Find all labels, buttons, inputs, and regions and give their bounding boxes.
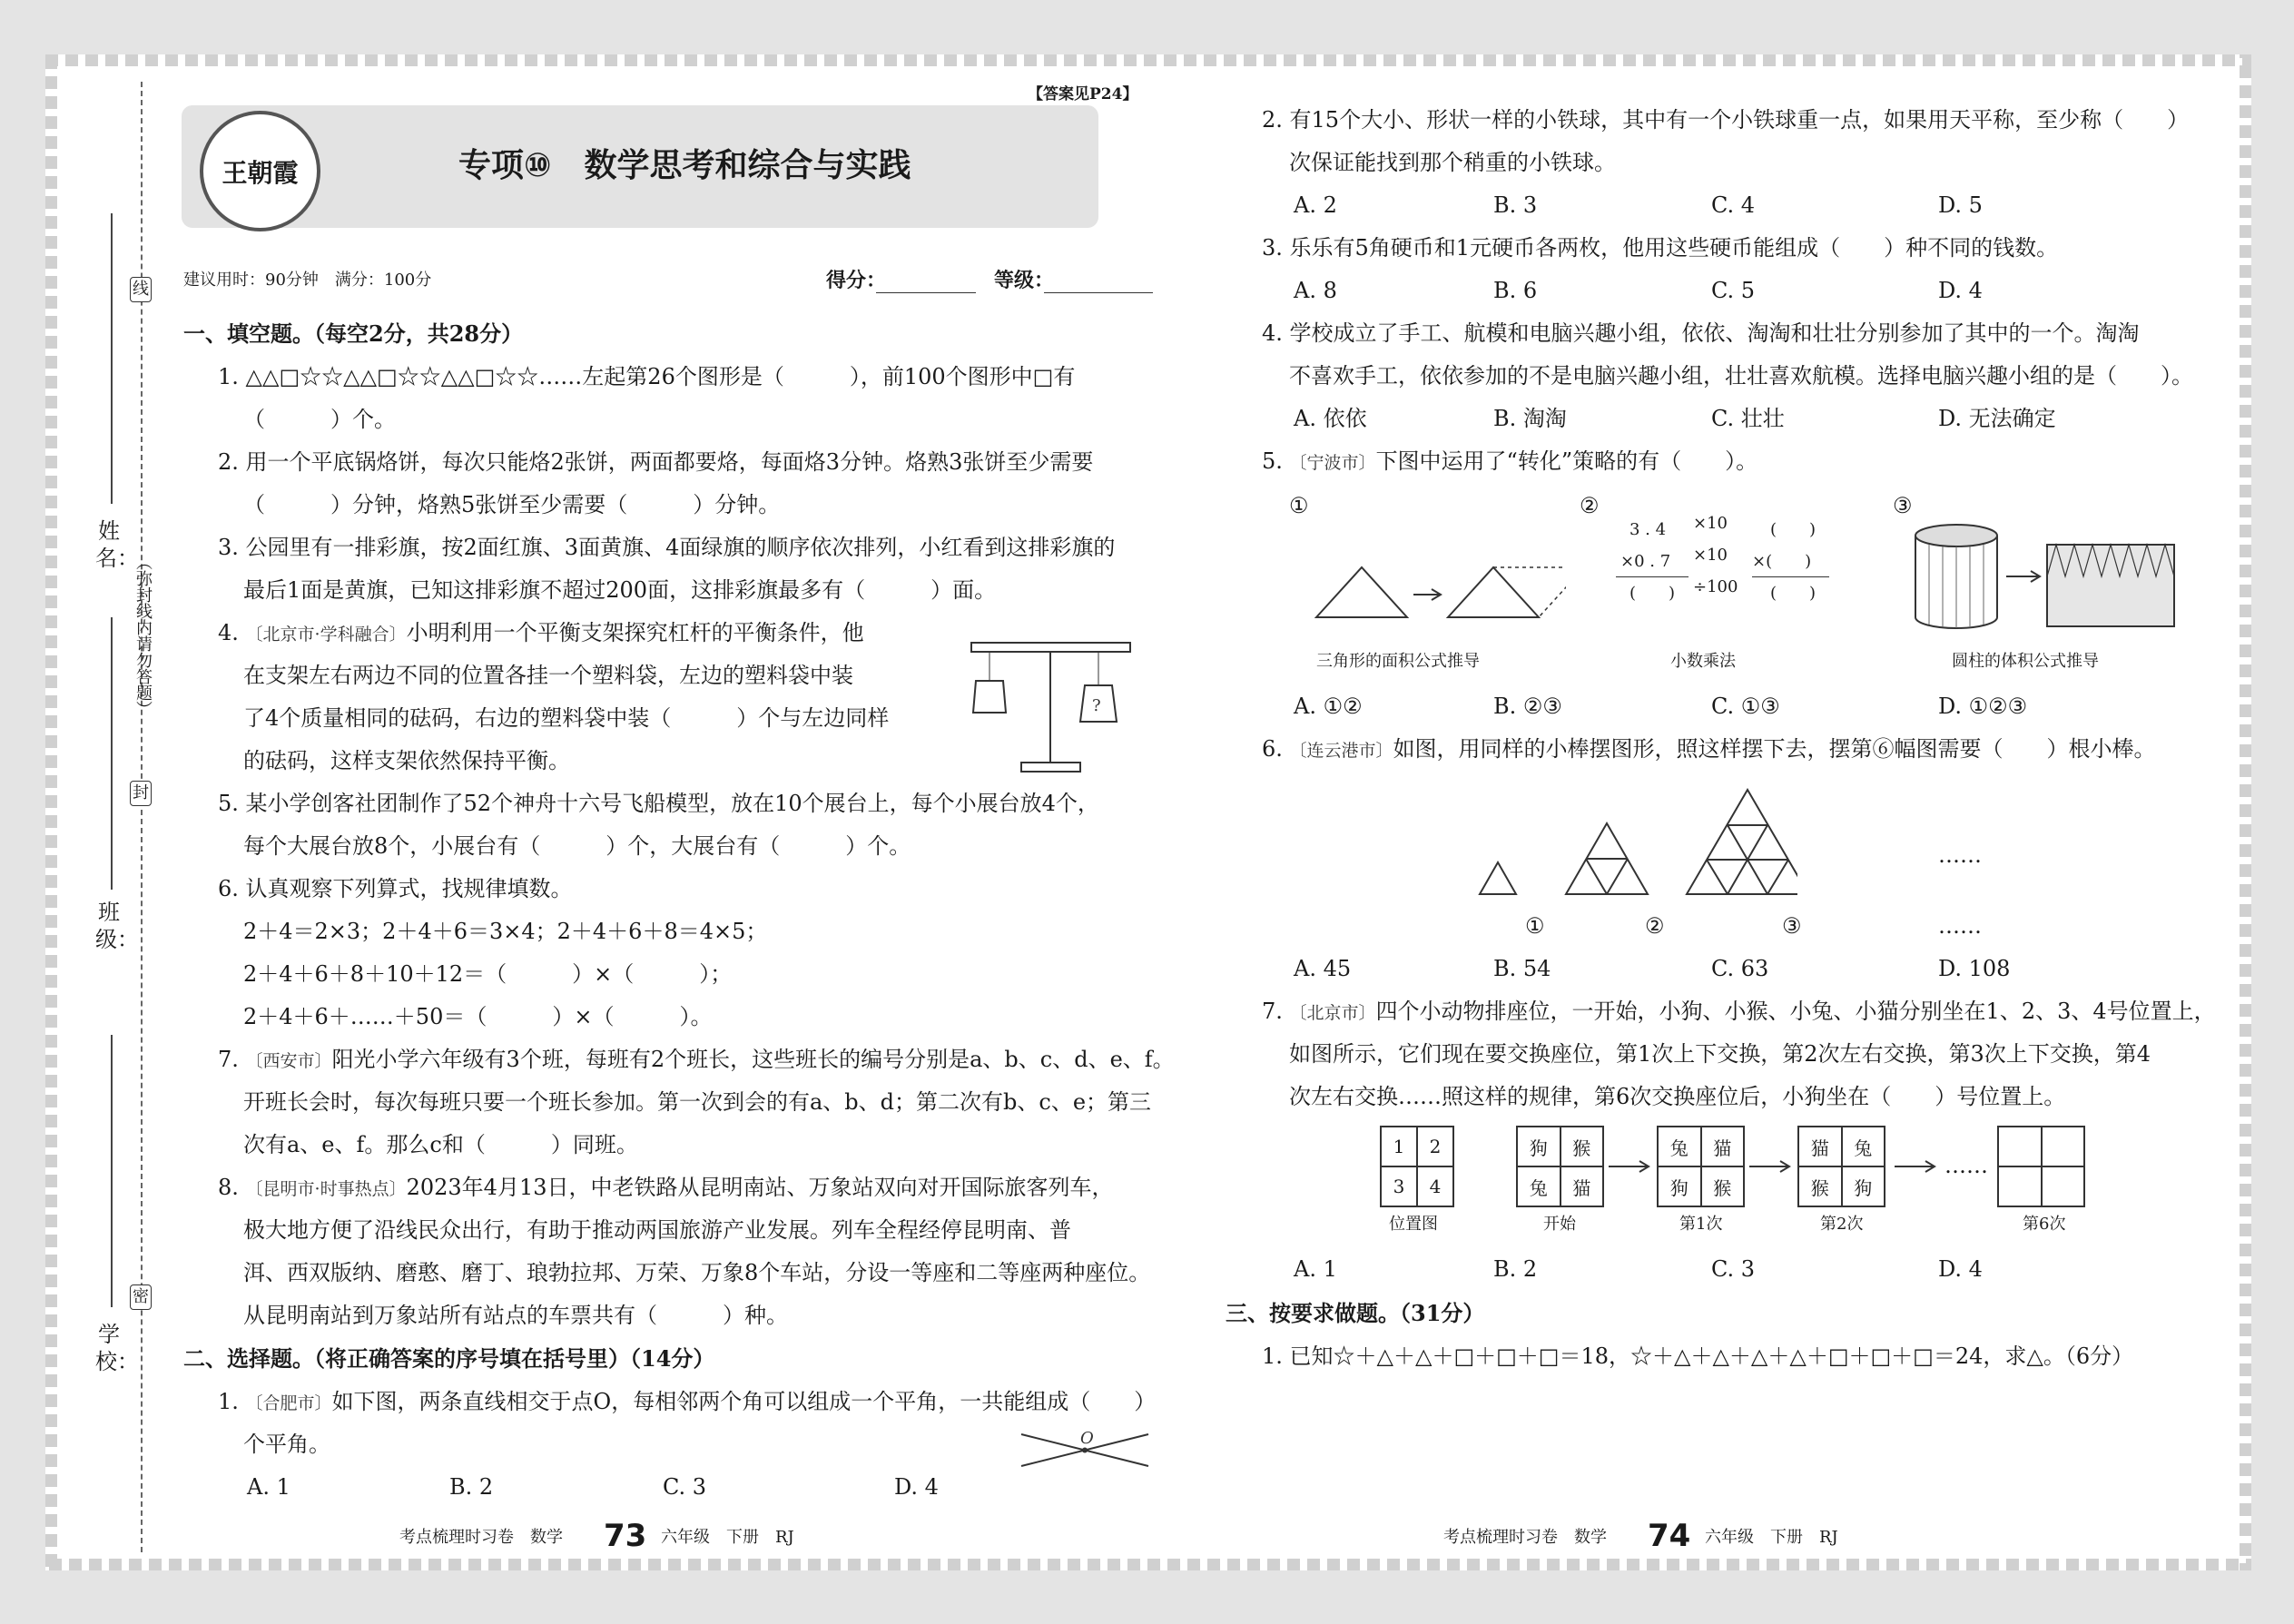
s1-q6-line3: 2＋4＋6＋8＋10＋12＝（ ）×（ ）； <box>243 961 733 987</box>
s2-q3-line1: 3. 乐乐有5角硬币和1元硬币各两枚，他用这些硬币能组成（ ）种不同的钱数。 <box>1262 235 2059 261</box>
s2-q1-opt-b: B. 2 <box>449 1474 494 1500</box>
s1-q1-line1: 1. △△□☆☆△△□☆☆△△□☆☆……左起第26个图形是（ ），前100个图形中□有 <box>218 364 1076 389</box>
s2-q1-line2: 个平角。 <box>243 1432 330 1457</box>
q5-arrow-3: ÷100 <box>1693 577 1738 596</box>
s2-q7-opt-b: B. 2 <box>1493 1256 1538 1282</box>
seat-grid-start: 狗 猴 兔 猫 <box>1516 1126 1604 1207</box>
s2-q5-opt-a: A. ①② <box>1294 694 1363 719</box>
s2-q5-opt-d: D. ①②③ <box>1938 694 2028 719</box>
s2-q4-opt-a: A. 依依 <box>1294 406 1367 431</box>
school-line <box>111 1035 113 1307</box>
q5-right-2: ×( ) <box>1752 552 1812 571</box>
s2-q4-line1: 4. 学校成立了手工、航模和电脑兴趣小组，依依、淘淘和壮壮分别参加了其中的一个。淘淘 <box>1262 320 2140 346</box>
footer-left-series: 考点梳理时习卷 数学 <box>399 1528 563 1547</box>
binding-school-label: 学校： <box>95 1322 139 1374</box>
s2-q6-opt-b: B. 54 <box>1493 956 1551 981</box>
s2-q1-line1: 1. 〔合肥市〕如下图，两条直线相交于点O，每相邻两个角可以组成一个平角，一共能组成（ ） <box>218 1389 1157 1414</box>
s2-q2-line1: 2. 有15个大小、形状一样的小铁球，其中有一个小铁球重一点，如果用天平称，至少称（ ） <box>1262 107 2190 133</box>
s1-q8-line3: 洱、西双版纳、磨憨、磨丁、琅勃拉邦、万荣、万象8个车站，分设一等座和二等座两种座位。 <box>243 1260 1151 1285</box>
binding-name-label: 姓名： <box>95 518 139 571</box>
binding-xian: 线 <box>130 277 152 302</box>
seat-grid-step2: 猫 兔 猴 狗 <box>1797 1126 1885 1207</box>
seat-grid-step6-label: 第6次 <box>2023 1215 2066 1234</box>
section2-title: 二、选择题。（将正确答案的序号填在括号里）（14分） <box>183 1345 715 1372</box>
s1-q5-line1: 5. 某小学创客社团制作了52个神舟十六号飞船模型，放在10个展台上，每个小展台放4个， <box>218 791 1099 816</box>
sticks-figure <box>1471 749 1797 903</box>
q5-mult-result: ( ) <box>1629 584 1676 603</box>
s1-q3-line2: 最后1面是黄旗，已知这排彩旗不超过200面，这排彩旗最多有（ ）面。 <box>243 577 997 603</box>
s2-q6-opt-c: C. 63 <box>1711 956 1769 981</box>
s2-q1-opt-d: D. 4 <box>894 1474 939 1500</box>
seat-grid-step1-label: 第1次 <box>1679 1215 1723 1234</box>
s2-q7-opt-a: A. 1 <box>1294 1256 1337 1282</box>
s1-q2-line2: （ ）分钟，烙熟5张饼至少需要（ ）分钟。 <box>243 492 781 517</box>
binding-note: （弥封线内请勿答题） <box>133 554 153 717</box>
s2-q1-opt-a: A. 1 <box>247 1474 290 1500</box>
s1-q7-line1: 7. 〔西安市〕阳光小学六年级有3个班，每班有2个班长，这些班长的编号分别是a、b、c、d、e、f。 <box>218 1047 1175 1072</box>
logo-text: 王朝霞 <box>222 157 299 188</box>
s2-q7-opt-d: D. 4 <box>1938 1256 1983 1282</box>
grade-line <box>1044 292 1153 293</box>
s1-q8-line1: 8. 〔昆明市·时事热点〕2023年4月13日，中老铁路从昆明南站、万象站双向对开国际旅客列车， <box>218 1175 1114 1200</box>
s2-q2-opt-c: C. 4 <box>1711 192 1756 218</box>
q6-dots-1: …… <box>1938 842 1982 868</box>
s2-q6-line1: 6. 〔连云港市〕如图，用同样的小棒摆图形，照这样摆下去，摆第⑥幅图需要（ ）根小棒。 <box>1262 736 2156 762</box>
q5-arrow-2: ×10 <box>1693 546 1728 565</box>
score-line <box>876 292 976 293</box>
s2-q4-line2: 不喜欢手工，依依参加的不是电脑兴趣小组，壮壮喜欢航模。选择电脑兴趣小组的是（ ）。 <box>1289 363 2193 389</box>
seat-grid-step6 <box>1997 1126 2085 1207</box>
s2-q5-opt-b: B. ②③ <box>1493 694 1562 719</box>
s1-q3-line1: 3. 公园里有一排彩旗，按2面红旗、3面黄旗、4面绿旗的顺序依次排列，小红看到这排彩旗的 <box>218 535 1116 560</box>
s2-q7-line2: 如图所示，它们现在要交换座位，第1次上下交换，第2次左右交换，第3次上下交换，第4 <box>1289 1041 2151 1067</box>
binding-line <box>141 82 143 1552</box>
section1-title: 一、填空题。（每空2分，共28分） <box>183 320 524 347</box>
q5-fig1-number: ① <box>1289 493 1309 518</box>
seat-grid-step2-label: 第2次 <box>1820 1215 1864 1234</box>
footer-right-series: 考点梳理时习卷 数学 <box>1443 1528 1607 1547</box>
s2-q5-line1: 5. 〔宁波市〕下图中运用了“转化”策略的有（ ）。 <box>1262 448 1758 474</box>
binding-class-label: 班级： <box>95 900 139 952</box>
s2-q2-opt-b: B. 3 <box>1493 192 1538 218</box>
time-info: 建议用时：90分钟 满分：100分 <box>183 271 432 290</box>
s1-q6-line1: 6. 认真观察下列算式，找规律填数。 <box>218 876 573 901</box>
q5-mult-bar <box>1616 576 1689 577</box>
balance-question-mark: ? <box>1092 696 1101 715</box>
binding-feng: 封 <box>130 781 152 806</box>
s2-q7-line1: 7. 〔北京市〕四个小动物排座位，一开始，小狗、小猴、小兔、小猫分别坐在1、2、3、4号位置上， <box>1262 999 2216 1024</box>
s1-q7-line3: 次有a、e、f。那么c和（ ）同班。 <box>243 1132 638 1157</box>
s2-q4-opt-d: D. 无法确定 <box>1938 406 2056 431</box>
s2-q5-opt-c: C. ①③ <box>1711 694 1780 719</box>
arrow-icon <box>1893 1157 1938 1176</box>
q6-dots-2: …… <box>1938 913 1982 939</box>
s1-q5-line2: 每个大展台放8个，小展台有（ ）个，大展台有（ ）个。 <box>243 833 911 859</box>
s1-q6-line4: 2＋4＋6＋……＋50＝（ ）×（ ）。 <box>243 1004 713 1029</box>
s1-q1-line2: （ ）个。 <box>243 407 396 432</box>
s2-q3-opt-b: B. 6 <box>1493 278 1538 303</box>
exam-sheet <box>45 54 2251 1570</box>
q5-mult-second: ×0 . 7 <box>1620 552 1671 571</box>
q6-label-2: ② <box>1645 913 1665 939</box>
intersecting-lines-figure <box>1017 1425 1153 1480</box>
s2-q3-opt-a: A. 8 <box>1294 278 1337 303</box>
q5-fig3-caption: 圆柱的体积公式推导 <box>1952 652 2099 671</box>
footer-right-grade: 六年级 下册 RJ <box>1705 1528 1838 1547</box>
name-line <box>111 213 113 504</box>
arrow-icon <box>1748 1157 1793 1176</box>
footer-right-page: 74 <box>1648 1518 1691 1554</box>
s2-q6-opt-a: A. 45 <box>1294 956 1352 981</box>
q5-right-1: ( ) <box>1770 520 1816 539</box>
seat-grid-step1: 兔 猫 狗 猴 <box>1657 1126 1745 1207</box>
q5-right-bar <box>1752 576 1829 577</box>
s1-q8-line4: 从昆明南站到万象站所有站点的车票共有（ ）种。 <box>243 1303 788 1328</box>
s2-q2-opt-a: A. 2 <box>1294 192 1337 218</box>
seat-grid-start-label: 开始 <box>1543 1215 1576 1234</box>
seat-grid-position: 1 2 3 4 <box>1380 1126 1454 1207</box>
s1-q7-line2: 开班长会时，每次每班只要一个班长参加。第一次到会的有a、b、d；第二次有b、c、e；第三 <box>243 1089 1152 1115</box>
q5-fig2-number: ② <box>1580 493 1600 518</box>
page-title: 专项⑩ 数学思考和综合与实践 <box>458 147 911 184</box>
logo-seal <box>200 111 320 231</box>
s2-q6-opt-d: D. 108 <box>1938 956 2011 981</box>
q5-fig3-number: ③ <box>1893 493 1913 518</box>
s2-q2-line2: 次保证能找到那个稍重的小铁球。 <box>1289 150 1616 175</box>
s2-q3-opt-c: C. 5 <box>1711 278 1756 303</box>
q5-mult-top: 3 . 4 <box>1629 520 1667 539</box>
seat-dots: …… <box>1944 1153 1988 1178</box>
triangle-transform-figure <box>1312 549 1566 631</box>
cylinder-transform-figure <box>1911 522 2183 640</box>
s1-q4-line3: 了4个质量相同的砝码，右边的塑料袋中装（ ）个与左边同样 <box>243 705 890 731</box>
s2-q7-opt-c: C. 3 <box>1711 1256 1756 1282</box>
q5-arrow-1: ×10 <box>1693 514 1728 533</box>
seat-grid-position-label: 位置图 <box>1389 1215 1438 1234</box>
s1-q4-line1: 4. 〔北京市·学科融合〕小明利用一个平衡支架探究杠杆的平衡条件，他 <box>218 620 864 645</box>
s2-q3-opt-d: D. 4 <box>1938 278 1983 303</box>
q6-label-3: ③ <box>1782 913 1802 939</box>
s1-q4-line2: 在支架左右两边不同的位置各挂一个塑料袋，左边的塑料袋中装 <box>243 663 853 688</box>
grade-label: 等级： <box>994 269 1055 292</box>
q5-fig1-caption: 三角形的面积公式推导 <box>1316 652 1480 671</box>
answer-ref: 【答案见P24】 <box>1028 85 1138 103</box>
s1-q8-line2: 极大地方便了沿线民众出行，有助于推动两国旅游产业发展。列车全程经停昆明南、普 <box>243 1217 1071 1243</box>
s2-q4-opt-b: B. 淘淘 <box>1493 406 1567 431</box>
section3-title: 三、按要求做题。（31分） <box>1226 1300 1485 1326</box>
s2-q1-opt-c: C. 3 <box>663 1474 707 1500</box>
s2-q7-line3: 次左右交换……照这样的规律，第6次交换座位后，小狗坐在（ ）号位置上。 <box>1289 1084 2066 1109</box>
s3-q1: 1. 已知☆＋△＋△＋□＋□＋□＝18，☆＋△＋△＋△＋△＋□＋□＋□＝24，求△。（6分） <box>1262 1343 2134 1369</box>
s1-q2-line1: 2. 用一个平底锅烙饼，每次只能烙2张饼，两面都要烙，每面烙3分钟。烙熟3张饼至少需要 <box>218 449 1094 475</box>
q5-fig2-caption: 小数乘法 <box>1670 652 1736 671</box>
score-label: 得分： <box>826 269 887 292</box>
footer-left-page: 73 <box>604 1518 647 1554</box>
class-line <box>111 617 113 890</box>
point-o-label: O <box>1080 1429 1094 1448</box>
s1-q4-line4: 的砝码，这样支架依然保持平衡。 <box>243 748 570 773</box>
binding-mi: 密 <box>130 1284 152 1310</box>
arrow-icon <box>1607 1157 1652 1176</box>
s2-q4-opt-c: C. 壮壮 <box>1711 406 1785 431</box>
footer-left-grade: 六年级 下册 RJ <box>661 1528 794 1547</box>
s1-q6-line2: 2＋4＝2×3；2＋4＋6＝3×4；2＋4＋6＋8＝4×5； <box>243 919 768 944</box>
q6-label-1: ① <box>1525 913 1545 939</box>
s2-q2-opt-d: D. 5 <box>1938 192 1983 218</box>
balance-figure <box>962 635 1144 781</box>
q5-right-3: ( ) <box>1770 584 1816 603</box>
